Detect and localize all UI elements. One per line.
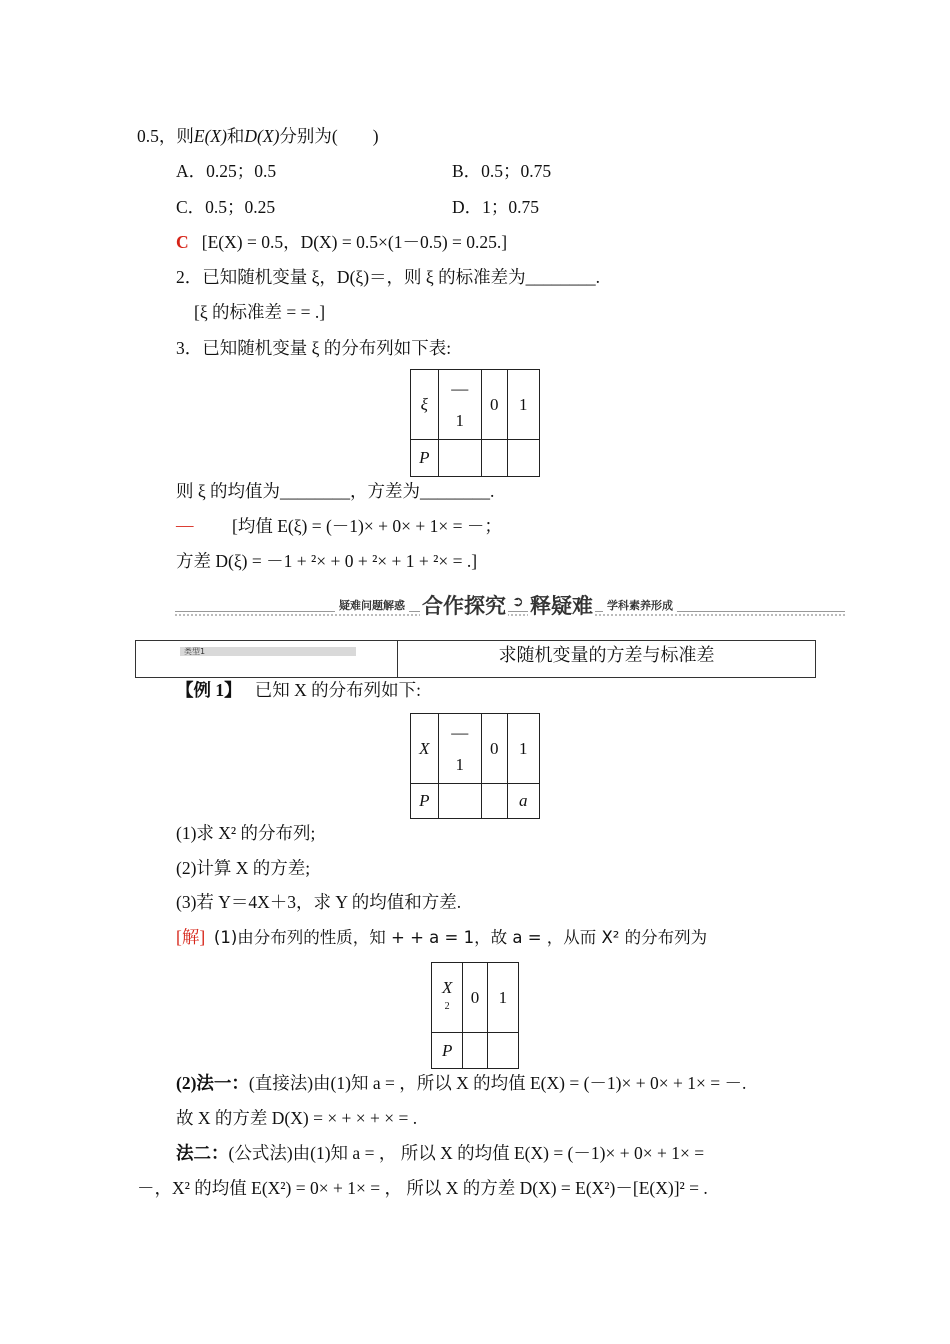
q1-and: 和	[226, 126, 245, 146]
q3-distribution-table	[410, 369, 540, 477]
banner-title-a: 合作探究	[420, 590, 508, 620]
q3-question: 则 ξ 的均值为________，方差为________.	[176, 481, 495, 501]
q3-stem: 3．已知随机变量 ξ 的分布列如下表:	[176, 338, 452, 358]
q3-answer-mark: —	[176, 515, 194, 535]
section-tag: 类型1	[180, 647, 356, 656]
q3-table-p-label: P	[419, 448, 430, 467]
example-part-1: (1)求 X² 的分布列;	[176, 823, 316, 843]
method2-label: 法二：	[176, 1143, 229, 1163]
solution-table-head-sub: 2	[444, 1001, 450, 1012]
method1-label: (2)法一：	[176, 1073, 249, 1093]
q3-table-value-1: 1	[507, 370, 539, 440]
example-part-2: (2)计算 X 的方差;	[176, 858, 311, 878]
solution-table-p-cell-1	[463, 1033, 487, 1069]
q1-answer-letter: C	[176, 232, 189, 252]
example-table-p-label: P	[419, 791, 430, 810]
section-header	[135, 640, 816, 678]
method2-text: (公式法)由(1)知 a = ， 所以 X 的均值 E(X) = (－1)× + 0× + 1× =	[228, 1143, 705, 1163]
method2-line	[176, 1141, 704, 1165]
example-table-value-0: 0	[481, 714, 507, 784]
solution-label: [解]	[176, 927, 206, 947]
q1-stem	[137, 124, 379, 148]
example-table-neg-one	[438, 714, 481, 784]
option-b: B．0.5；0.75	[452, 161, 552, 181]
banner-left-label: 疑难问题解惑	[335, 597, 409, 613]
example-line	[176, 678, 421, 702]
solution-table-value-0: 0	[463, 963, 487, 1033]
solution-line1	[176, 925, 707, 950]
option-c: C．0.5；0.25	[176, 197, 276, 217]
solution-table-head	[432, 963, 463, 1033]
option-a: A．0.25；0.5	[176, 161, 277, 181]
example-distribution-table	[410, 713, 540, 819]
banner-arrow-icon: ➲	[512, 595, 524, 610]
example-neg-one-digit: 1	[455, 754, 465, 774]
solution-table-value-1: 1	[487, 963, 518, 1033]
q1-stem-suffix: 分别为( )	[279, 126, 379, 146]
solution-table-p-label: P	[441, 1040, 453, 1060]
option-d: D．1；0.75	[452, 197, 540, 217]
q3-table-head: ξ	[420, 394, 428, 414]
q1-stem-prefix: 0.5，则	[137, 126, 194, 146]
example-table-head: X	[419, 738, 430, 758]
section-banner	[175, 592, 845, 618]
q3-answer-line1: [均值 E(ξ) = (－1)× + 0× + 1× = －；	[232, 516, 502, 536]
q3-neg-dash: —	[451, 378, 469, 398]
q2-stem: 2．已知随机变量 ξ，D(ξ)＝，则 ξ 的标准差为________.	[176, 267, 600, 287]
example-table-p-cell-1	[438, 784, 481, 819]
banner-title-b: 释疑难	[528, 590, 595, 620]
example-table-p-cell-2	[481, 784, 507, 819]
banner-dotted-rule	[175, 614, 845, 616]
q3-neg-one-digit: 1	[455, 410, 465, 430]
q1-dx: D(X)	[244, 126, 280, 146]
q2-answer: [ξ 的标准差 = = .]	[194, 302, 326, 322]
solution-x2-table	[431, 962, 519, 1069]
example-stem: 已知 X 的分布列如下:	[254, 680, 421, 700]
q3-table-p-cell-2	[481, 440, 507, 477]
method1-line	[176, 1071, 746, 1095]
q1-answer-text: [E(X) = 0.5，D(X) = 0.5×(1－0.5) = 0.25.]	[201, 232, 508, 252]
q3-table-p-cell-3	[507, 440, 539, 477]
example-table-value-1: 1	[507, 714, 539, 784]
q1-answer	[176, 230, 507, 254]
solution-table-p-cell-2	[487, 1033, 518, 1069]
banner-right-label: 学科素养形成	[603, 597, 677, 613]
method2-line2: －，X² 的均值 E(X²) = 0× + 1× = ， 所以 X 的方差 D(X) = E(X²)－[E(X)]² = .	[137, 1178, 708, 1198]
section-tag-cell	[136, 641, 398, 677]
q3-answer-line2: 方差 D(ξ) = －1 + ²× + 0 + ²× + 1 + ²× = .]	[176, 551, 478, 571]
method1-text: (直接法)由(1)知 a = ，所以 X 的均值 E(X) = (－1)× + 0× + 1× = －.	[248, 1073, 747, 1093]
banner-rule	[175, 611, 845, 612]
q1-ex: E(X)	[193, 126, 227, 146]
example-part-3: (3)若 Y＝4X＋3，求 Y 的均值和方差.	[176, 892, 462, 912]
solution-table-head-x: X	[441, 978, 453, 997]
example-table-p-last: a	[519, 791, 528, 810]
q3-table-value-0: 0	[481, 370, 507, 440]
q3-table-neg-one	[438, 370, 481, 440]
section-title: 求随机变量的方差与标准差	[498, 645, 715, 666]
example-label: 【例 1】	[176, 680, 242, 700]
solution-text1: (1)由分布列的性质，知 + + a = 1，故 a = ，从而 X² 的分布列为	[213, 928, 708, 947]
example-neg-dash: —	[451, 722, 469, 742]
method1-line2: 故 X 的方差 D(X) = × + × + × = .	[176, 1108, 418, 1128]
q3-table-p-cell-1	[438, 440, 481, 477]
